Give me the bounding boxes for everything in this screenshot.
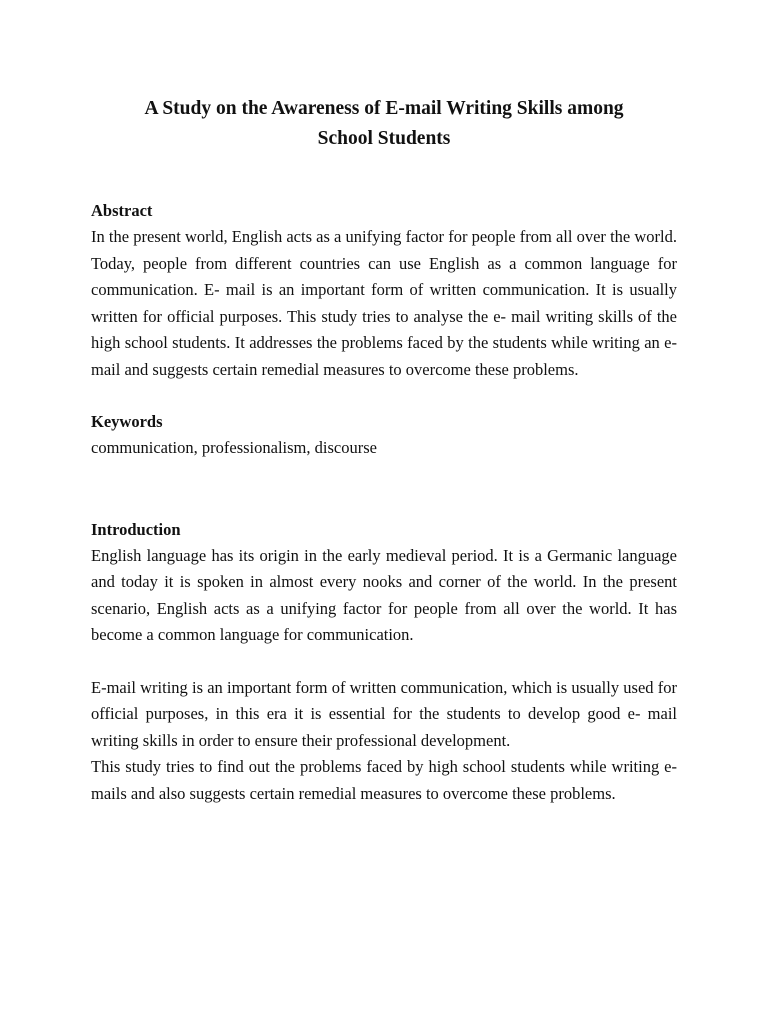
keywords-heading: Keywords xyxy=(91,412,163,431)
paper-title-line-1: A Study on the Awareness of E-mail Writing Skills among xyxy=(144,98,624,119)
abstract-heading: Abstract xyxy=(91,201,153,220)
introduction-heading: Introduction xyxy=(91,519,181,539)
abstract-text: In the present world, English acts as a unifying factor for people from all over the world. Today, people from different countries can use English as a common language for communication. E- mail is an important form of written communication. It is usually written for official purposes. This study tries to analyse the e- mail writing skills of the high school students. It addresses the problems faced by the students while writing an e- mail and suggests certain remedial measures to overcome these problems. xyxy=(91,227,677,379)
keywords-section xyxy=(91,408,677,462)
paper-title-line-2: School Students xyxy=(317,128,451,149)
paper-title xyxy=(91,94,677,154)
introduction-paragraph-3: This study tries to find out the problems faced by high school students while writing e- mails and also suggests certain remedial measures to overcome these problems. xyxy=(91,757,677,803)
introduction-paragraph-2: E-mail writing is an important form of written communication, which is usually used for official purposes, in this era it is essential for the students to develop good e- mail writing skills in order to ensure their professional development. xyxy=(91,677,677,750)
introduction-section xyxy=(91,516,677,808)
keywords-text: communication, professionalism, discourse xyxy=(91,438,377,457)
abstract-section xyxy=(91,197,677,383)
introduction-paragraph-1: English language has its origin in the early medieval period. It is a Germanic language and today it is spoken in almost every nooks and corner of the world. In the present scenario, English acts as a unifying factor for people from all over the world. It has become a common language for communication. xyxy=(91,545,677,644)
